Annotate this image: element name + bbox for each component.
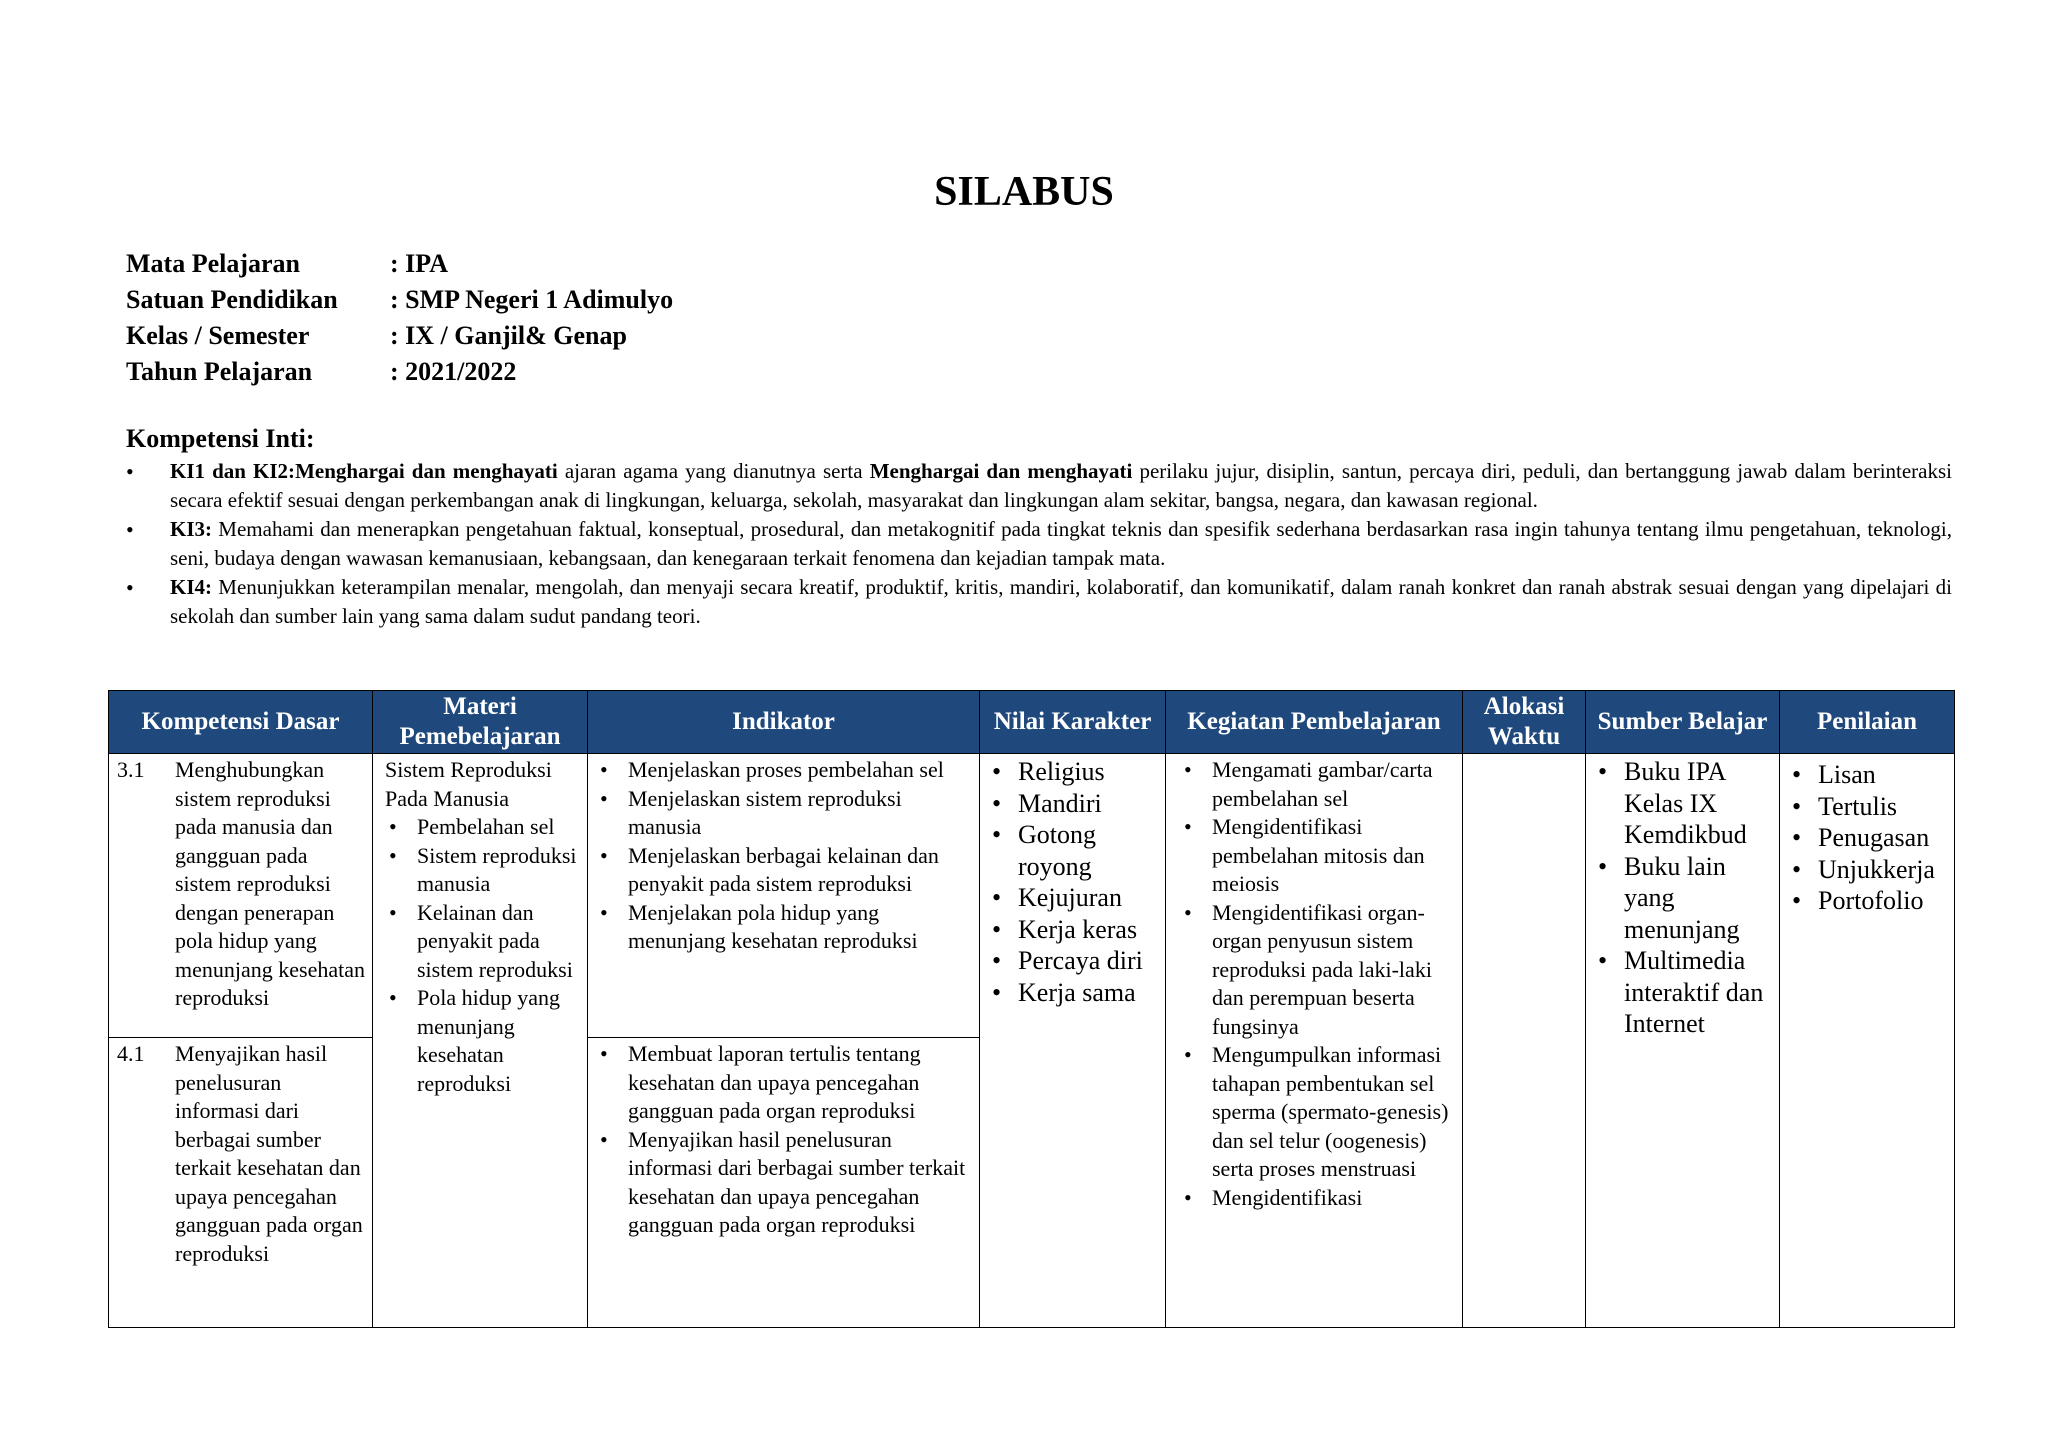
- ki-bold-text: Menghargai dan menghayati: [295, 459, 558, 483]
- meta-row-satuan-pendidikan: [126, 282, 673, 318]
- penilaian-list: [1788, 759, 1948, 917]
- meta-value: : SMP Negeri 1 Adimulyo: [390, 285, 674, 314]
- list-item: • Multimedia interaktif dan Internet: [1594, 945, 1773, 1040]
- list-item: • Mandiri: [988, 788, 1159, 820]
- kegiatan-list: [1180, 756, 1456, 1212]
- kd-number: 4.1: [117, 1041, 145, 1066]
- nilai-list: [988, 756, 1159, 1008]
- header-materi: Materi Pemebelajaran: [373, 691, 588, 754]
- document-meta: [126, 246, 673, 390]
- meta-label: Satuan Pendidikan: [126, 285, 338, 314]
- ki-item-4: [126, 573, 1952, 631]
- ki-label: KI1 dan KI2:: [170, 459, 296, 483]
- meta-value: : IPA: [390, 249, 449, 278]
- list-item: • Kelainan dan penyakit pada sistem reproduksi: [385, 899, 581, 985]
- materi-title: Sistem Reproduksi Pada Manusia: [385, 757, 552, 811]
- cell-sumber: [1586, 754, 1780, 1328]
- list-item: • Mengidentifikasi pembelahan mitosis dan meiosis: [1180, 813, 1456, 899]
- header-sumber: Sumber Belajar: [1586, 691, 1780, 754]
- cell-nilai-karakter: [980, 754, 1166, 1328]
- list-item: • Pembelahan sel: [385, 813, 581, 842]
- meta-value: : IX / Ganjil& Genap: [390, 321, 627, 350]
- materi-list: [385, 813, 581, 1098]
- kd-text: Menghubungkan sistem reproduksi pada manusia dan gangguan pada sistem reproduksi dengan penerapan pola hidup yang menunjang kesehatan reproduksi: [175, 757, 365, 1010]
- list-item: • Tertulis: [1788, 791, 1948, 823]
- list-item: • Buku lain yang menunjang: [1594, 851, 1773, 946]
- list-item: • Kejujuran: [988, 882, 1159, 914]
- list-item: • Percaya diri: [988, 945, 1159, 977]
- cell-alokasi: [1463, 754, 1586, 1328]
- ki-text: perilaku jujur, disiplin, santun, percaya diri, peduli, dan bertanggung jawab dalam berinteraksi secara efektif sesuai dengan perkembangan anak di lingkungan, keluarga, sekolah, masyarakat dan lingkungan alam sekitar, bangsa, negara, dan kawasan regional.: [170, 459, 1952, 512]
- list-item: • Membuat laporan tertulis tentang kesehatan dan upaya pencegahan gangguan pada organ reproduksi: [596, 1040, 973, 1126]
- list-item: • Menjelaskan sistem reproduksi manusia: [596, 785, 973, 842]
- list-item: • Mengidentifikasi: [1180, 1184, 1456, 1213]
- cell-indikator-1: [588, 754, 980, 1038]
- list-item: • Kerja sama: [988, 977, 1159, 1009]
- list-item: • Unjukkerja: [1788, 854, 1948, 886]
- ki-bold-text: Menghargai dan menghayati: [869, 459, 1133, 483]
- table-header-row: [109, 691, 1955, 754]
- list-item: • Pola hidup yang menunjang kesehatan reproduksi: [385, 984, 581, 1098]
- cell-materi: [373, 754, 588, 1328]
- meta-label: Kelas / Semester: [126, 321, 310, 350]
- list-item: • Mengumpulkan informasi tahapan pembentukan sel sperma (spermato-genesis) dan sel telur (oogenesis) serta proses menstruasi: [1180, 1041, 1456, 1184]
- ki-item-1-2: [126, 457, 1952, 515]
- header-nilai-karakter: Nilai Karakter: [980, 691, 1166, 754]
- list-item: • Menyajikan hasil penelusuran informasi dari berbagai sumber terkait kesehatan dan upaya pencegahan gangguan pada organ reproduksi: [596, 1126, 973, 1240]
- list-item: • Lisan: [1788, 759, 1948, 791]
- meta-label: Tahun Pelajaran: [126, 357, 313, 386]
- ki-text: Menunjukkan keterampilan menalar, mengolah, dan menyaji secara kreatif, produktif, kritis, mandiri, kolaboratif, dan komunikatif, dalam ranah konkret dan ranah abstrak sesuai dengan yang dipelajari di sekolah dan sumber lain yang sama dalam sudut pandang teori.: [170, 575, 1952, 628]
- list-item: • Penugasan: [1788, 822, 1948, 854]
- header-alokasi: Alokasi Waktu: [1463, 691, 1586, 754]
- silabus-table: [108, 690, 1955, 1328]
- ki-item-3: [126, 515, 1952, 573]
- kd-text: Menyajikan hasil penelusuran informasi dari berbagai sumber terkait kesehatan dan upaya pencegahan gangguan pada organ reproduksi: [175, 1041, 363, 1266]
- sumber-list: [1594, 756, 1773, 1040]
- cell-kegiatan: [1166, 754, 1463, 1328]
- list-item: • Kerja keras: [988, 914, 1159, 946]
- kd-number: 3.1: [117, 757, 145, 782]
- list-item: • Gotong royong: [988, 819, 1159, 882]
- meta-label: Mata Pelajaran: [126, 249, 301, 278]
- header-penilaian: Penilaian: [1780, 691, 1955, 754]
- ki-text: ajaran agama yang dianutnya serta: [557, 459, 870, 483]
- kompetensi-inti-list: [126, 457, 1952, 631]
- cell-indikator-2: [588, 1038, 980, 1328]
- list-item: • Mengidentifikasi organ-organ penyusun sistem reproduksi pada laki-laki dan perempuan beserta fungsinya: [1180, 899, 1456, 1042]
- kompetensi-inti-heading: Kompetensi Inti:: [126, 424, 315, 453]
- meta-row-tahun-pelajaran: [126, 354, 673, 390]
- list-item: • Mengamati gambar/carta pembelahan sel: [1180, 756, 1456, 813]
- list-item: • Menjelaskan berbagai kelainan dan penyakit pada sistem reproduksi: [596, 842, 973, 899]
- cell-kd-1: [109, 754, 373, 1038]
- table-row: [109, 754, 1955, 1038]
- header-kegiatan: Kegiatan Pembelajaran: [1166, 691, 1463, 754]
- ki-label: KI4:: [170, 575, 212, 599]
- page-title: SILABUS: [934, 169, 1114, 215]
- cell-penilaian: [1780, 754, 1955, 1328]
- meta-row-mata-pelajaran: [126, 246, 673, 282]
- ki-text: Memahami dan menerapkan pengetahuan faktual, konseptual, prosedural, dan metakognitif pada tingkat teknis dan spesifik sederhana berdasarkan rasa ingin tahunya tentang ilmu pengetahuan, teknologi, seni, budaya dengan wawasan kemanusiaan, kebangsaan, dan kenegaraan terkait fenomena dan kejadian tampak mata.: [170, 517, 1952, 570]
- meta-value: : 2021/2022: [390, 357, 517, 386]
- list-item: • Buku IPA Kelas IX Kemdikbud: [1594, 756, 1773, 851]
- indikator-list: [596, 756, 973, 956]
- indikator-list: [596, 1040, 973, 1240]
- list-item: • Portofolio: [1788, 885, 1948, 917]
- list-item: • Sistem reproduksi manusia: [385, 842, 581, 899]
- list-item: • Menjelakan pola hidup yang menunjang kesehatan reproduksi: [596, 899, 973, 956]
- header-indikator: Indikator: [588, 691, 980, 754]
- list-item: • Menjelaskan proses pembelahan sel: [596, 756, 973, 785]
- meta-row-kelas-semester: [126, 318, 673, 354]
- cell-kd-2: [109, 1038, 373, 1328]
- ki-label: KI3:: [170, 517, 212, 541]
- header-kompetensi-dasar: Kompetensi Dasar: [109, 691, 373, 754]
- list-item: • Religius: [988, 756, 1159, 788]
